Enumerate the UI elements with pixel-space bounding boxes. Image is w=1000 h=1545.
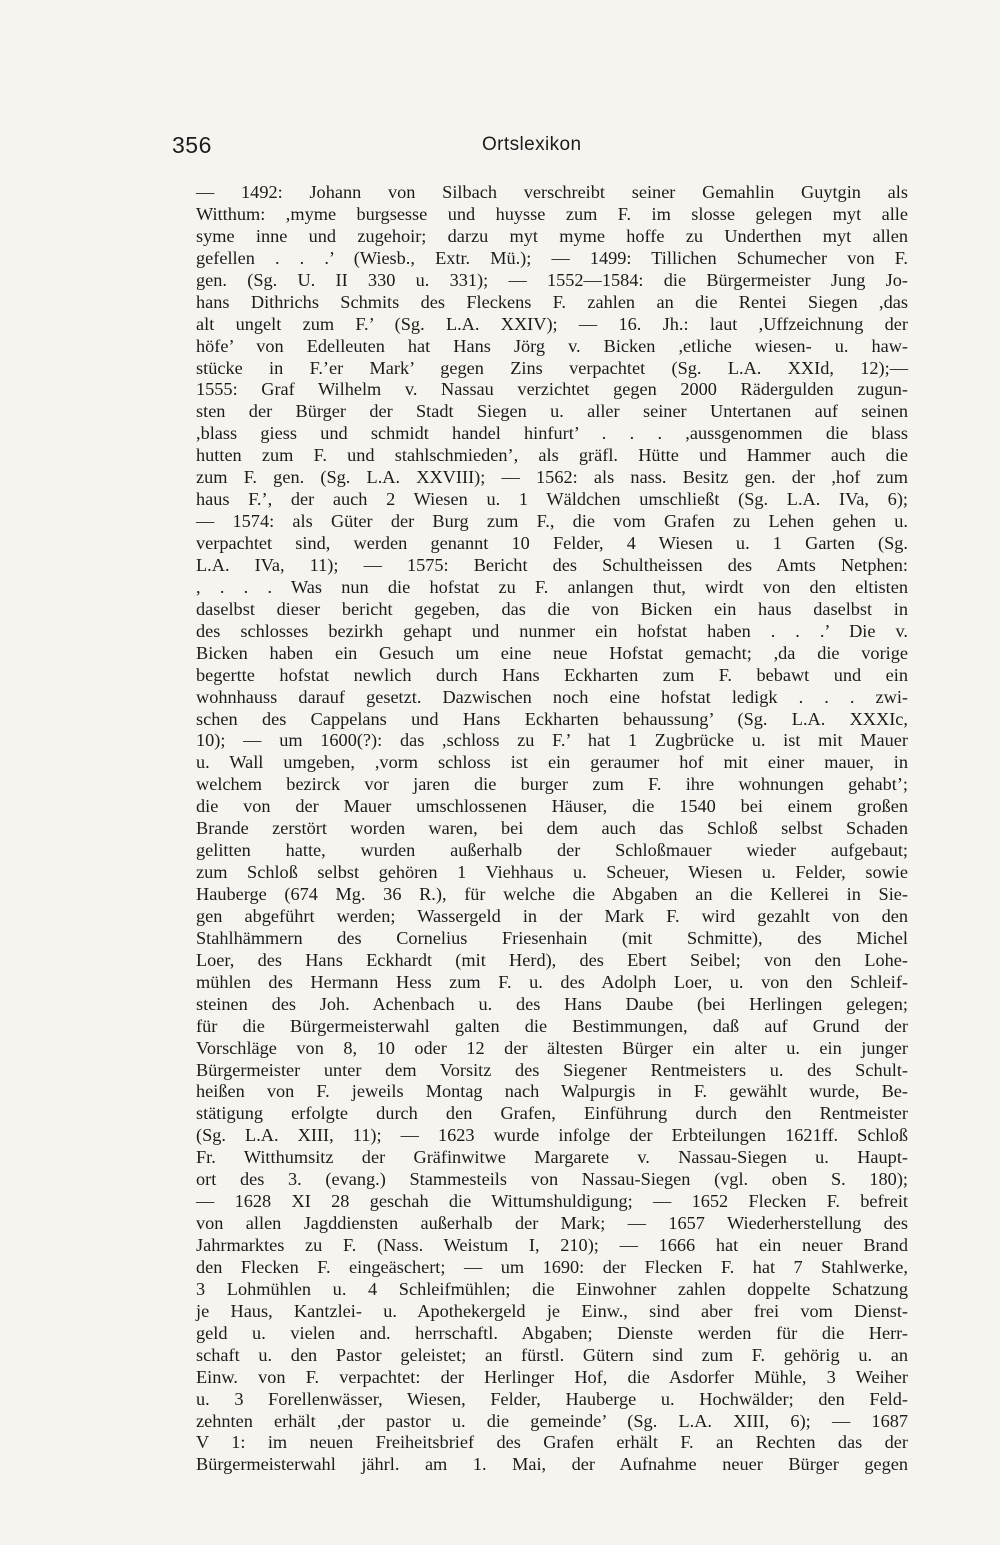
text-line: die von der Mauer umschlossenen Häuser, die 1540 bei einem großen bbox=[196, 796, 908, 817]
text-line: steinen des Joh. Achenbach u. des Hans Daube (bei Herlingen gelegen; bbox=[196, 993, 908, 1014]
text-line: Jahrmarktes zu F. (Nass. Weistum I, 210); — 1666 hat ein neuer Brand bbox=[196, 1235, 908, 1255]
text-line: u. 3 Forellenwässer, Wiesen, Felder, Hauberge u. Hochwälder; den Feld- bbox=[196, 1388, 908, 1409]
text-line: 1555: Graf Wilhelm v. Nassau verzichtet gegen 2000 Rädergulden zugun- bbox=[196, 379, 908, 400]
body-text bbox=[196, 182, 908, 1476]
text-line: Bicken haben ein Gesuch um eine neue Hofstat gemacht; ,da die vorige bbox=[196, 642, 908, 663]
running-title: Ortslexikon bbox=[482, 134, 582, 155]
text-line: Einw. von F. verpachtet: der Herlinger Hof, die Asdorfer Mühle, 3 Weiher bbox=[196, 1366, 908, 1387]
page-header bbox=[172, 126, 908, 166]
text-line: Loer, des Hans Eckhardt (mit Herd), des Ebert Seibel; von den Lohe- bbox=[196, 949, 908, 970]
text-line: V 1: im neuen Freiheitsbrief des Grafen erhält F. an Rechten das der bbox=[196, 1432, 908, 1453]
text-line: 3 Lohmühlen u. 4 Schleifmühlen; die Einwohner zahlen doppelte Schatzung bbox=[196, 1278, 908, 1299]
text-line: daselbst dieser bericht gegeben, das die von Bicken ein haus daselbst in bbox=[196, 598, 908, 619]
text-line: stücke in F.’er Mark’ gegen Zins verpachtet (Sg. L.A. XXId, 12);— bbox=[196, 357, 908, 378]
text-line: haus F.’, der auch 2 Wiesen u. 1 Wäldchen umschließt (Sg. L.A. IVa, 6); bbox=[196, 489, 908, 510]
text-line: verpachtet sind, werden genannt 10 Felder, 4 Wiesen u. 1 Garten (Sg. bbox=[196, 533, 908, 553]
text-line: Vorschläge von 8, 10 oder 12 der ältesten Bürger ein alter u. ein junger bbox=[196, 1037, 908, 1058]
text-line: stätigung erfolgte durch den Grafen, Einführung durch den Rentmeister bbox=[196, 1103, 908, 1124]
text-line: Bürgermeister unter dem Vorsitz des Siegener Rentmeisters u. des Schult- bbox=[196, 1059, 908, 1080]
text-line: zum Schloß selbst gehören 1 Viehhaus u. Scheuer, Wiesen u. Felder, sowie bbox=[196, 862, 908, 883]
text-line: höfe’ von Edelleuten hat Hans Jörg v. Bicken ,etliche wiesen- u. haw- bbox=[196, 335, 908, 356]
text-line: gen abgeführt werden; Wassergeld in der Mark F. wird gezahlt von den bbox=[196, 905, 908, 926]
text-line: Hauberge (674 Mg. 36 R.), für welche die Abgaben an die Kellerei in Sie- bbox=[196, 884, 908, 904]
text-line: den Flecken F. eingeäschert; — um 1690: der Flecken F. hat 7 Stahlwerke, bbox=[196, 1256, 908, 1277]
text-line: — 1574: als Güter der Burg zum F., die vom Grafen zu Lehen gehen u. bbox=[196, 511, 908, 532]
text-line: (Sg. L.A. XIII, 11); — 1623 wurde infolge der Erbteilungen 1621ff. Schloß bbox=[196, 1125, 908, 1146]
text-line: begertte hofstat newlich durch Hans Eckharten zum F. bebawt und ein bbox=[196, 664, 908, 685]
text-line: Brande zerstört worden waren, bei dem auch das Schloß selbst Schaden bbox=[196, 818, 908, 839]
text-line: geld u. vielen and. herrschaftl. Abgaben; Dienste werden für die Herr- bbox=[196, 1322, 908, 1343]
text-line: von allen Jagddiensten außerhalb der Mark; — 1657 Wiederherstellung des bbox=[196, 1213, 908, 1234]
text-line: welchem bezirck vor jaren die burger zum F. ihre wohnungen gehabt’; bbox=[196, 774, 908, 795]
text-line: L.A. IVa, 11); — 1575: Bericht des Schultheissen des Amts Netphen: bbox=[196, 554, 908, 575]
text-line: , . . . Was nun die hofstat zu F. anlangen thut, wirdt von den eltisten bbox=[196, 576, 908, 597]
text-line: Witthum: ,myme burgsesse und huysse zum F. im slosse gelegen myt alle bbox=[196, 203, 908, 224]
page-number: 356 bbox=[172, 132, 212, 158]
text-line: schen des Cappelans und Hans Eckharten behaussung’ (Sg. L.A. XXXIc, bbox=[196, 708, 908, 729]
text-line: heißen von F. jeweils Montag nach Walpurgis in F. gewählt wurde, Be- bbox=[196, 1081, 908, 1102]
text-line: alt ungelt zum F.’ (Sg. L.A. XXIV); — 16. Jh.: laut ,Uffzeichnung der bbox=[196, 313, 908, 334]
text-line: mühlen des Hermann Hess zum F. u. des Adolph Loer, u. von den Schleif- bbox=[196, 971, 908, 992]
text-line: gen. (Sg. U. II 330 u. 331); — 1552—1584: die Bürgermeister Jung Jo- bbox=[196, 269, 908, 290]
text-line: hutten zum F. und stahlschmieden’, als gräfl. Hütte und Hammer auch die bbox=[196, 445, 908, 466]
text-line: je Haus, Kantzlei- u. Apothekergeld je Einw., sind aber frei vom Dienst- bbox=[196, 1300, 908, 1321]
text-line: Stahlhämmern des Cornelius Friesenhain (mit Schmitte), des Michel bbox=[196, 927, 908, 948]
text-line: gelitten hatte, wurden außerhalb der Schloßmauer wieder aufgebaut; bbox=[196, 840, 908, 861]
text-line: schaft u. den Pastor geleistet; an fürstl. Gütern sind zum F. gehörig u. an bbox=[196, 1344, 908, 1365]
text-line: ,blass giess und schmidt handel hinfurt’ . . . ,aussgenommen die blass bbox=[196, 423, 908, 444]
text-line: 10); — um 1600(?): das ,schloss zu F.’ hat 1 Zugbrücke u. ist mit Mauer bbox=[196, 730, 908, 751]
text-line: gefellen . . .’ (Wiesb., Extr. Mü.); — 1499: Tillichen Schumecher von F. bbox=[196, 247, 908, 268]
text-line: ort des 3. (evang.) Stammesteils von Nassau-Siegen (vgl. oben S. 180); bbox=[196, 1169, 908, 1190]
text-line: zum F. gen. (Sg. L.A. XXVIII); — 1562: als nass. Besitz gen. der ,hof zum bbox=[196, 467, 908, 488]
text-line: — 1492: Johann von Silbach verschreibt seiner Gemahlin Guytgin als bbox=[196, 182, 908, 202]
text-line: — 1628 XI 28 geschah die Wittumshuldigung; — 1652 Flecken F. befreit bbox=[196, 1191, 908, 1212]
text-line: des schlosses bezirkh gehapt und nunmer ein hofstat haben . . .’ Die v. bbox=[196, 620, 908, 641]
text-line: syme inne und zugehoir; darzu myt myme hoffe zu Underthen myt allen bbox=[196, 225, 908, 246]
text-line: wohnhauss darauf gesetzt. Dazwischen noch eine hofstat ledigk . . . zwi- bbox=[196, 686, 908, 707]
text-line: Bürgermeisterwahl jährl. am 1. Mai, der Aufnahme neuer Bürger gegen bbox=[196, 1454, 908, 1475]
text-line: u. Wall umgeben, ,vorm schloss ist ein geraumer hof mit einer mauer, in bbox=[196, 752, 908, 773]
text-line: für die Bürgermeisterwahl galten die Bestimmungen, daß auf Grund der bbox=[196, 1015, 908, 1036]
text-line: zehnten erhält ,der pastor u. die gemeinde’ (Sg. L.A. XIII, 6); — 1687 bbox=[196, 1410, 908, 1431]
text-line: hans Dithrichs Schmits des Fleckens F. zahlen an die Rentei Siegen ,das bbox=[196, 291, 908, 312]
text-line: Fr. Witthumsitz der Gräfinwitwe Margarete v. Nassau-Siegen u. Haupt- bbox=[196, 1147, 908, 1168]
text-line: sten der Bürger der Stadt Siegen u. aller seiner Untertanen auf seinen bbox=[196, 401, 908, 422]
